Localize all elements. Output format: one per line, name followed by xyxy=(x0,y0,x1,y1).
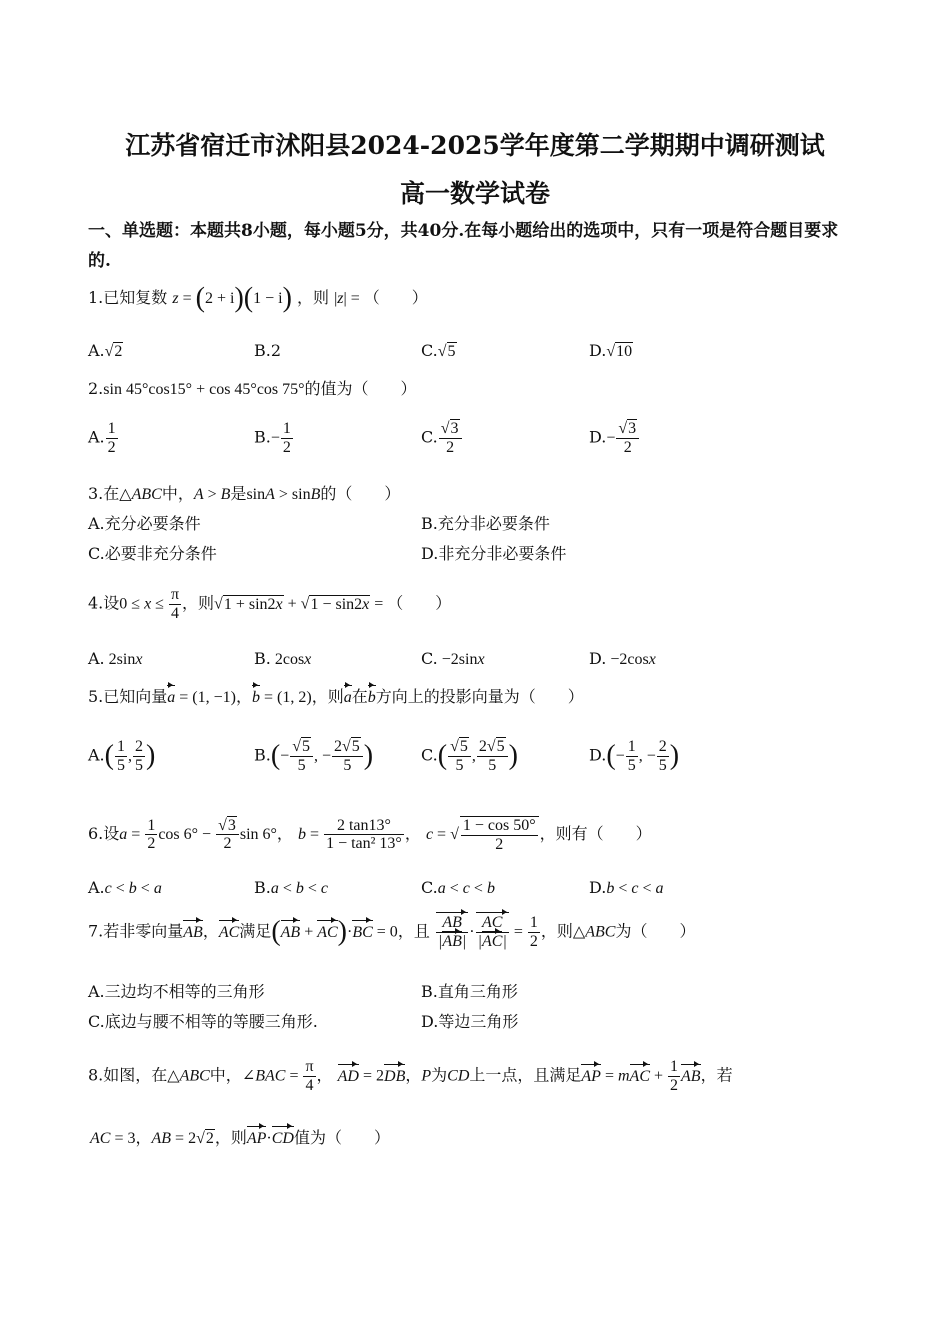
q2-option-c[interactable]: C. $\frac{√3}{2}$ xyxy=(421,420,463,456)
q7-option-a[interactable]: A.三边均不相等的三角形 xyxy=(88,982,265,1001)
q6-option-a[interactable]: A.c < b < a xyxy=(88,878,162,897)
q1-text: 1.已知复数 xyxy=(88,288,168,307)
q1-text-mid: ，则 xyxy=(296,288,329,307)
exam-title: 江苏省宿迁市沭阳县2024-2025学年度第二学期期中调研测试 xyxy=(125,131,825,160)
q3-option-b[interactable]: B.充分非必要条件 xyxy=(421,514,550,533)
q5-option-c[interactable]: C.( $\frac{√5}{5}$ , $\frac{2√5}{5}$ ) xyxy=(421,738,518,774)
question-6: 6.设a = $\frac{1}{2}$ cos 6° − $\frac{√3}{2}$ sin 6°， b = $\frac{2 \tan 13^\circ}{\text{1 − tan² 13°}}$ ， c = √ $\frac{1 - \cos 50^\circ}{2}$ ，则有（ ） xyxy=(88,816,652,853)
q6-option-b[interactable]: B.a < b < c xyxy=(254,878,329,897)
question-5: 5.已知向量a = (1, −1)，b = (1, 2)，则a在b方向上的投影向量为（ ） xyxy=(88,686,584,709)
section-heading: 一、单选题：本题共8小题，每小题5分，共40分.在每小题给出的选项中，只有一项是符合题目要求的. xyxy=(88,221,839,271)
q1-option-a[interactable]: A.√2 xyxy=(88,341,123,360)
q6-option-d[interactable]: D.b < c < a xyxy=(589,878,664,897)
q1-option-d[interactable]: D.√10 xyxy=(589,341,633,360)
question-4: 4.设0 ≤ x ≤ $\frac{\pi}{4}$ ，则√1 + sin2x + √1 − sin2x = （ ） xyxy=(88,586,452,622)
q5-option-b[interactable]: B.(− $\frac{√5}{5}$ , − $\frac{2√5}{5}$ ) xyxy=(254,738,374,774)
q3-option-a[interactable]: A.充分必要条件 xyxy=(88,514,201,533)
q1-text-tail: （ ） xyxy=(363,288,428,307)
q4-option-b[interactable]: B. 2cosx xyxy=(254,649,312,668)
question-1: 1.已知复数 z = (2 + i)(1 − i) ，则 |z| = （ ） xyxy=(88,282,428,314)
q7-option-b[interactable]: B.直角三角形 xyxy=(421,982,518,1001)
q5-option-a[interactable]: A.( $\frac{1}{5}$ , $\frac{2}{5}$ ) xyxy=(88,738,156,774)
q6-option-c[interactable]: C.a < c < b xyxy=(421,878,495,897)
q2-option-d[interactable]: D.− $\frac{√3}{2}$ xyxy=(589,420,640,456)
q1-option-c[interactable]: C.√5 xyxy=(421,341,456,360)
q7-option-d[interactable]: D.等边三角形 xyxy=(421,1012,519,1031)
q4-option-d[interactable]: D. −2cosx xyxy=(589,649,656,668)
q2-option-b[interactable]: B.− $\frac{1}{2}$ xyxy=(254,420,291,456)
q3-option-c[interactable]: C.必要非充分条件 xyxy=(88,544,217,563)
q4-option-c[interactable]: C. −2sinx xyxy=(421,649,485,668)
q4-option-a[interactable]: A. 2sinx xyxy=(88,649,143,668)
q2-option-a[interactable]: A. $\frac{1}{2}$ xyxy=(88,420,116,456)
question-3: 3.在△ABC中，A > B是sinA > sinB的（ ） xyxy=(88,484,401,503)
q5-option-d[interactable]: D.(− $\frac{1}{5}$ , − $\frac{2}{5}$ ) xyxy=(589,738,680,774)
question-8-line-2: AC = 3，AB = 2√2，则AP·CD值为（ ） xyxy=(90,1127,390,1150)
q1-option-b[interactable]: B.2 xyxy=(254,341,282,360)
exam-subtitle: 高一数学试卷 xyxy=(399,179,550,208)
question-7: 7.若非零向量AB，AC满足(AB + AC)·BC = 0，且 $\frac{AB}{|AB|}$ · $\frac{AC}{|AC|}$ = $\frac{1}{2}$ ，则△ABC为（ ） xyxy=(88,914,696,950)
question-2: 2.sin 45°cos15° + cos 45°cos 75°的值为（ ） xyxy=(88,379,417,398)
question-8-line-1: 8.如图，在△ABC中，∠BAC = $\frac{\pi}{4}$ ， AD = 2DB，P为CD上一点，且满足AP = mAC + $\frac{1}{2}$ AB，若 xyxy=(88,1058,733,1094)
q3-option-d[interactable]: D.非充分非必要条件 xyxy=(421,544,567,563)
q7-option-c[interactable]: C.底边与腰不相等的等腰三角形. xyxy=(88,1012,318,1031)
